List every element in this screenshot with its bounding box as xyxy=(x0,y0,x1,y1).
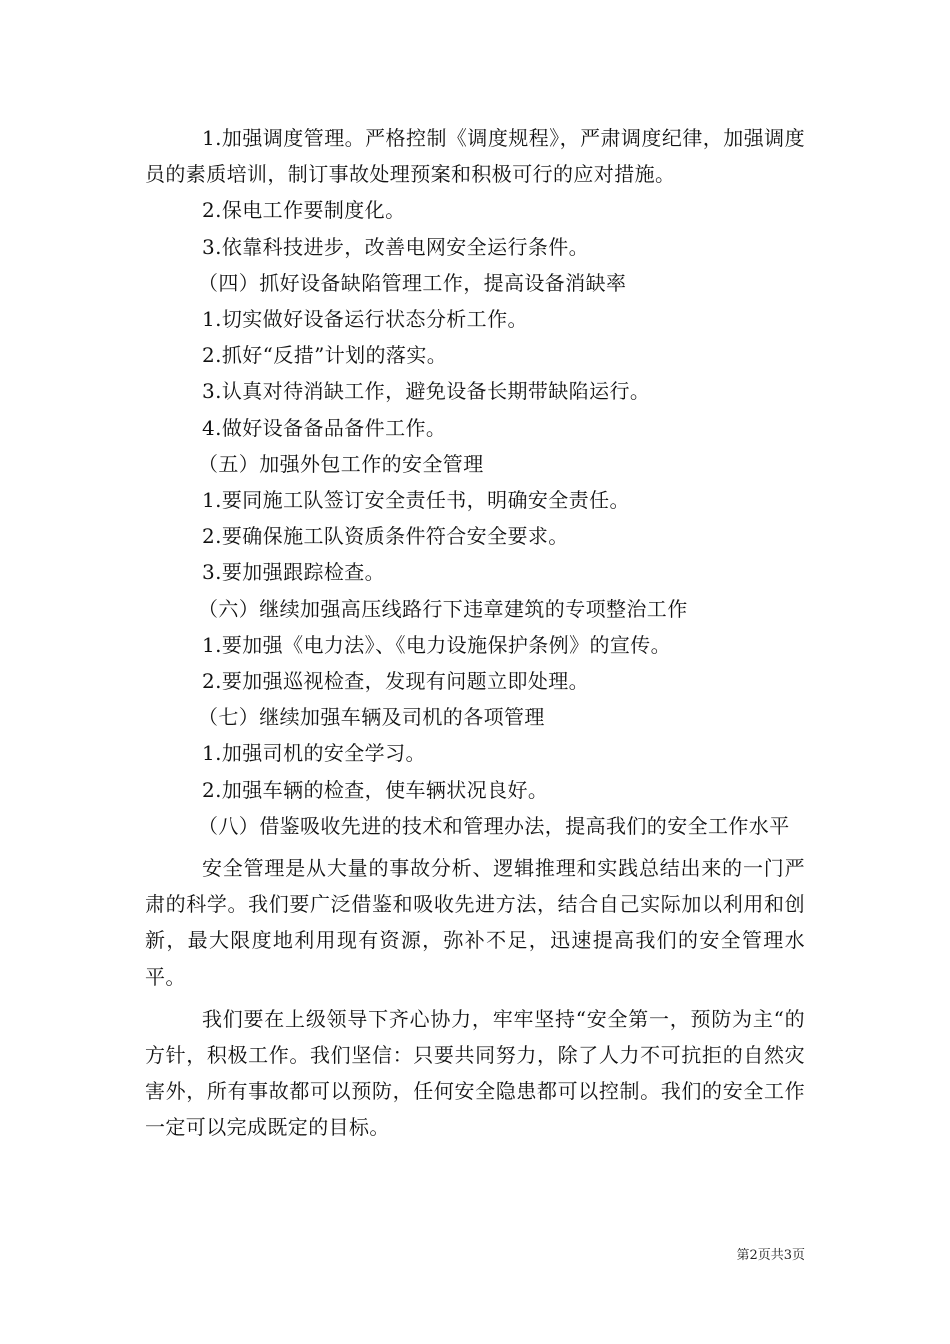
body-paragraph: 安全管理是从大量的事故分析、逻辑推理和实践总结出来的一门严肃的科学。我们要广泛借鉴和吸收先进方法，结合自己实际加以利用和创新，最大限度地利用现有资源，弥补不足，迅速提高我们的安全管理水平。 xyxy=(145,856,805,989)
section-heading: （八）借鉴吸收先进的技术和管理办法，提高我们的安全工作水平 xyxy=(198,813,790,838)
paragraph-item: 1.要加强《电力法》、《电力设施保护条例》的宣传。 xyxy=(202,632,672,657)
paragraph-item: 1.要同施工队签订安全责任书，明确安全责任。 xyxy=(202,488,630,513)
paragraph-item: 1.加强司机的安全学习。 xyxy=(202,741,426,766)
page-number-footer: 第2页共3页 xyxy=(736,1248,805,1263)
section-heading: （四）抓好设备缺陷管理工作，提高设备消缺率 xyxy=(198,270,627,295)
section-heading: （六）继续加强高压线路行下违章建筑的专项整治工作 xyxy=(198,596,688,621)
paragraph-item: 2.抓好“反措”计划的落实。 xyxy=(202,343,448,368)
paragraph-item: 3.依靠科技进步，改善电网安全运行条件。 xyxy=(202,234,590,259)
paragraph-item: 3.要加强跟踪检查。 xyxy=(202,560,386,585)
paragraph-item: 1.切实做好设备运行状态分析工作。 xyxy=(202,307,528,332)
document-body xyxy=(145,120,805,1146)
paragraph-item: 2.要确保施工队资质条件符合安全要求。 xyxy=(202,524,569,549)
paragraph-item: 2.要加强巡视检查，发现有问题立即处理。 xyxy=(202,669,590,694)
paragraph-item: 2.加强车辆的检查，使车辆状况良好。 xyxy=(202,777,549,802)
section-heading: （五）加强外包工作的安全管理 xyxy=(198,451,484,476)
paragraph-item: 2.保电工作要制度化。 xyxy=(202,198,406,223)
paragraph-item: 1.加强调度管理。严格控制《调度规程》，严肃调度纪律，加强调度员的素质培训，制订事故处理预案和积极可行的应对措施。 xyxy=(145,126,805,187)
section-heading: （七）继续加强车辆及司机的各项管理 xyxy=(198,705,545,730)
paragraph-item: 4.做好设备备品备件工作。 xyxy=(202,415,447,440)
body-paragraph: 我们要在上级领导下齐心协力，牢牢坚持“安全第一，预防为主“的方针，积极工作。我们坚信：只要共同努力，除了人力不可抗拒的自然灾害外，所有事故都可以预防，任何安全隐患都可以控制。我们的安全工作一定可以完成既定的目标。 xyxy=(145,1006,805,1140)
paragraph-item: 3.认真对待消缺工作，避免设备长期带缺陷运行。 xyxy=(202,379,651,404)
